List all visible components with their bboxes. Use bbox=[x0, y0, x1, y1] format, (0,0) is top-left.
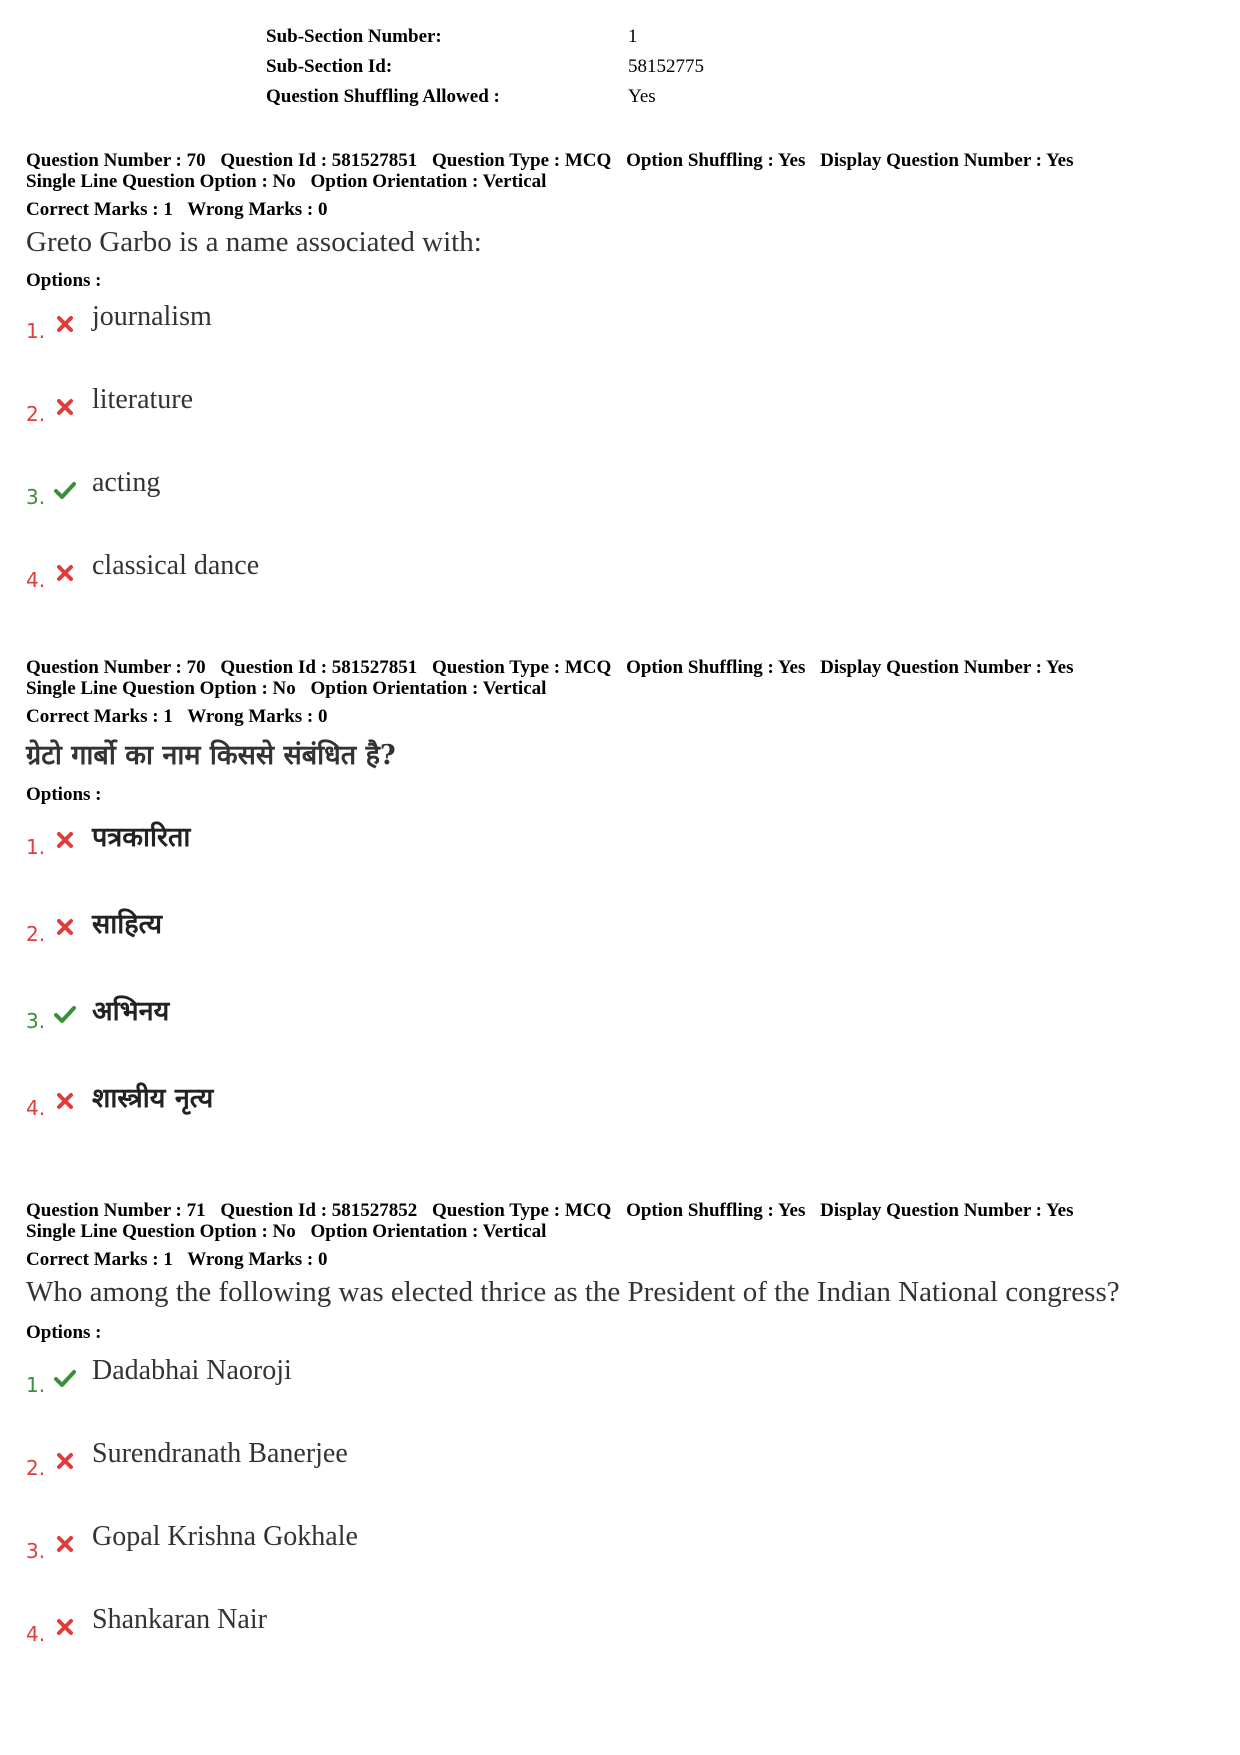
option-item bbox=[26, 303, 1226, 386]
check-icon bbox=[54, 479, 76, 501]
option-number: 1. bbox=[26, 1373, 46, 1397]
single-line-option: Single Line Question Option : No bbox=[26, 678, 296, 699]
option-number: 4. bbox=[26, 568, 46, 592]
question-number: Question Number : 71 bbox=[26, 1200, 206, 1221]
question-text: Who among the following was elected thrice as the President of the Indian National congress? bbox=[26, 1276, 1120, 1308]
cross-icon bbox=[54, 1533, 76, 1555]
option-item bbox=[26, 1440, 1226, 1523]
option-number: 2. bbox=[26, 1456, 46, 1480]
question-block bbox=[26, 150, 1226, 635]
option-orientation: Option Orientation : Vertical bbox=[310, 171, 547, 192]
option-number: 1. bbox=[26, 319, 46, 343]
question-header-line-2 bbox=[26, 171, 1226, 192]
question-marks bbox=[26, 199, 1226, 220]
cross-icon bbox=[54, 562, 76, 584]
option-text: साहित्य bbox=[92, 909, 163, 940]
correct-marks: Correct Marks : 1 bbox=[26, 199, 173, 220]
display-question-number: Display Question Number : Yes bbox=[820, 150, 1074, 171]
meta-label: Sub-Section Id: bbox=[266, 56, 393, 77]
option-text: Surendranath Banerjee bbox=[92, 1438, 348, 1469]
question-marks bbox=[26, 706, 1226, 727]
cross-icon bbox=[54, 1450, 76, 1472]
option-shuffling: Option Shuffling : Yes bbox=[626, 150, 806, 171]
option-item bbox=[26, 552, 1226, 635]
option-text: journalism bbox=[92, 301, 212, 332]
option-text: अभिनय bbox=[92, 996, 170, 1027]
option-item bbox=[26, 386, 1226, 469]
option-number: 2. bbox=[26, 402, 46, 426]
option-text: classical dance bbox=[92, 550, 260, 581]
question-marks bbox=[26, 1249, 1226, 1270]
option-item bbox=[26, 469, 1226, 552]
meta-value: 1 bbox=[628, 26, 638, 47]
option-text: Gopal Krishna Gokhale bbox=[92, 1521, 358, 1552]
meta-value: 58152775 bbox=[628, 56, 704, 77]
question-block bbox=[26, 1200, 1226, 1689]
question-header-line-2 bbox=[26, 1221, 1226, 1242]
wrong-marks: Wrong Marks : 0 bbox=[187, 1249, 328, 1270]
cross-icon bbox=[54, 1090, 76, 1112]
question-header-line-1 bbox=[26, 1200, 1226, 1221]
options-label: Options : bbox=[26, 270, 102, 291]
question-number: Question Number : 70 bbox=[26, 657, 206, 678]
cross-icon bbox=[54, 396, 76, 418]
correct-marks: Correct Marks : 1 bbox=[26, 706, 173, 727]
question-header-line-2 bbox=[26, 678, 1226, 699]
display-question-number: Display Question Number : Yes bbox=[820, 1200, 1074, 1221]
option-number: 2. bbox=[26, 922, 46, 946]
wrong-marks: Wrong Marks : 0 bbox=[187, 706, 328, 727]
option-shuffling: Option Shuffling : Yes bbox=[626, 1200, 806, 1221]
cross-icon bbox=[54, 313, 76, 335]
meta-value: Yes bbox=[628, 86, 656, 107]
option-number: 3. bbox=[26, 1009, 46, 1033]
question-id: Question Id : 581527851 bbox=[220, 657, 418, 678]
single-line-option: Single Line Question Option : No bbox=[26, 1221, 296, 1242]
single-line-option: Single Line Question Option : No bbox=[26, 171, 296, 192]
meta-label: Sub-Section Number: bbox=[266, 26, 442, 47]
option-orientation: Option Orientation : Vertical bbox=[310, 1221, 547, 1242]
question-type: Question Type : MCQ bbox=[432, 1200, 612, 1221]
option-text: Shankaran Nair bbox=[92, 1604, 267, 1635]
option-number: 3. bbox=[26, 485, 46, 509]
cross-icon bbox=[54, 1616, 76, 1638]
option-item bbox=[26, 819, 1226, 906]
option-item bbox=[26, 1523, 1226, 1606]
option-number: 4. bbox=[26, 1096, 46, 1120]
option-number: 1. bbox=[26, 835, 46, 859]
cross-icon bbox=[54, 916, 76, 938]
option-text: पत्रकारिता bbox=[92, 822, 191, 853]
cross-icon bbox=[54, 829, 76, 851]
options-label: Options : bbox=[26, 784, 102, 805]
option-orientation: Option Orientation : Vertical bbox=[310, 678, 547, 699]
question-text: Greto Garbo is a name associated with: bbox=[26, 226, 482, 258]
option-text: Dadabhai Naoroji bbox=[92, 1355, 292, 1386]
option-text: literature bbox=[92, 384, 194, 415]
question-block bbox=[26, 657, 1226, 1167]
question-text: ग्रेटो गार्बो का नाम किससे संबंधित है? bbox=[26, 740, 396, 771]
option-item bbox=[26, 1357, 1226, 1440]
option-number: 4. bbox=[26, 1622, 46, 1646]
question-number: Question Number : 70 bbox=[26, 150, 206, 171]
option-shuffling: Option Shuffling : Yes bbox=[626, 657, 806, 678]
option-item bbox=[26, 993, 1226, 1080]
check-icon bbox=[54, 1003, 76, 1025]
options-label: Options : bbox=[26, 1322, 102, 1343]
option-number: 3. bbox=[26, 1539, 46, 1563]
display-question-number: Display Question Number : Yes bbox=[820, 657, 1074, 678]
check-icon bbox=[54, 1367, 76, 1389]
meta-label: Question Shuffling Allowed : bbox=[266, 86, 500, 107]
question-id: Question Id : 581527851 bbox=[220, 150, 418, 171]
option-item bbox=[26, 1606, 1226, 1689]
wrong-marks: Wrong Marks : 0 bbox=[187, 199, 328, 220]
question-type: Question Type : MCQ bbox=[432, 150, 612, 171]
option-item bbox=[26, 1080, 1226, 1167]
question-id: Question Id : 581527852 bbox=[220, 1200, 418, 1221]
option-item bbox=[26, 906, 1226, 993]
question-header-line-1 bbox=[26, 657, 1226, 678]
question-type: Question Type : MCQ bbox=[432, 657, 612, 678]
option-text: शास्त्रीय नृत्य bbox=[92, 1083, 214, 1114]
question-header-line-1 bbox=[26, 150, 1226, 171]
correct-marks: Correct Marks : 1 bbox=[26, 1249, 173, 1270]
option-text: acting bbox=[92, 467, 161, 498]
